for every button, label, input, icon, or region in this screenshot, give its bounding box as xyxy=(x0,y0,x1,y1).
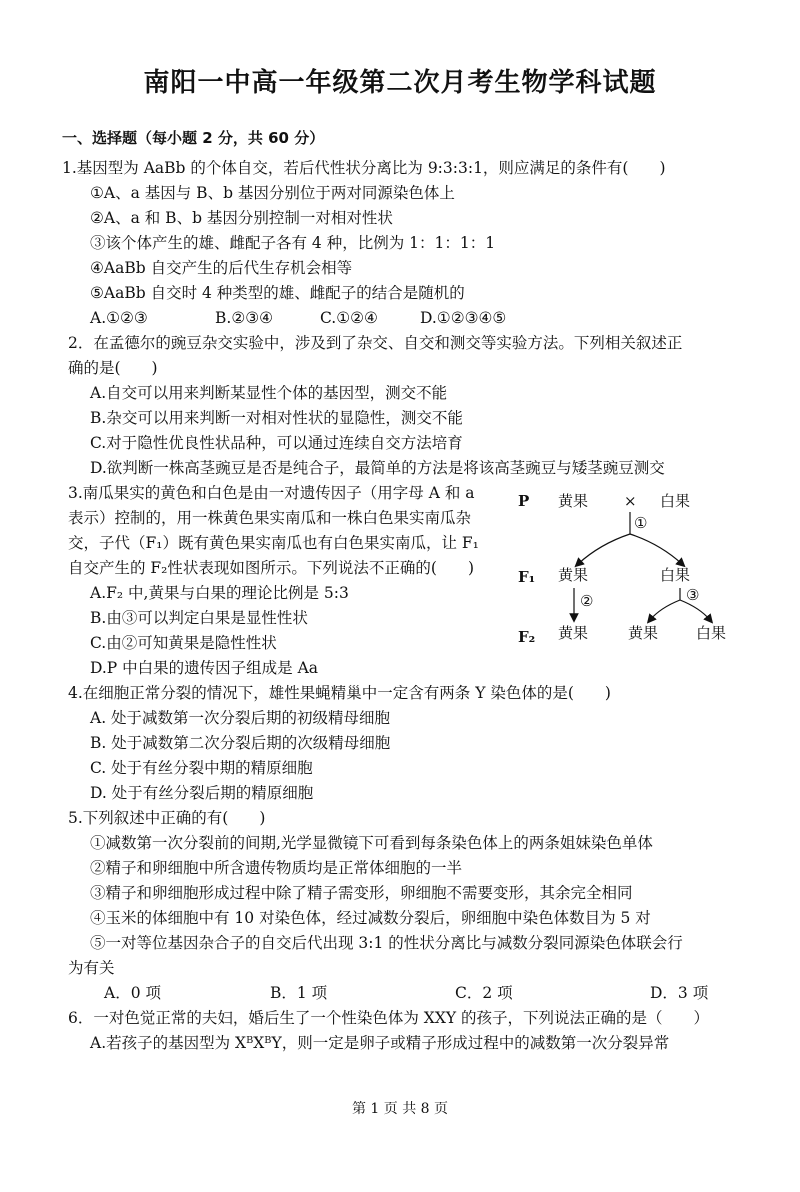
q4-stem: 4.在细胞正常分裂的情况下，雄性果蝇精巢中一定含有两条 Y 染色体的是( ) xyxy=(68,684,611,702)
page-footer: 第 1 页 共 8 页 xyxy=(351,1101,449,1117)
q1-item-2: ②A、a 和 B、b 基因分别控制一对相对性状 xyxy=(90,209,393,227)
q3-option-b: B.由③可以判定白果是显性性状 xyxy=(90,609,308,627)
q5-option-b: B．1 项 xyxy=(270,984,328,1002)
q1-option-d: D.①②③④⑤ xyxy=(420,309,507,327)
arrow-to-f1-white xyxy=(630,534,682,564)
q2-option-d: D.欲判断一株高茎豌豆是否是纯合子，最简单的方法是将该高茎豌豆与矮茎豌豆测交 xyxy=(90,459,665,477)
q1-item-1: ①A、a 基因与 B、b 基因分别位于两对同源染色体上 xyxy=(90,184,455,202)
q1-item-3: ③该个体产生的雄、雌配子各有 4 种，比例为 1：1：1：1 xyxy=(90,234,496,252)
section-heading: 一、选择题（每小题 2 分，共 60 分） xyxy=(62,129,325,147)
q2-option-a: A.自交可以用来判断某显性个体的基因型，测交不能 xyxy=(90,384,448,402)
generation-f2-label: F₂ xyxy=(518,628,536,646)
q5-item-4: ④玉米的体细胞中有 10 对染色体，经过减数分裂后，卵细胞中染色体数目为 5 对 xyxy=(90,909,651,927)
q1-stem: 1.基因型为 AaBb 的个体自交，若后代性状分离比为 9:3:3:1，则应满足的条件有( ) xyxy=(62,159,666,177)
q5-option-d: D．3 项 xyxy=(650,984,709,1002)
f1-yellow-label: 黄果 xyxy=(558,566,589,584)
f2-yellow-right-label: 黄果 xyxy=(628,624,659,642)
q2-option-b: B.杂交可以用来判断一对相对性状的显隐性，测交不能 xyxy=(90,409,463,427)
arrow-to-f1-yellow xyxy=(578,534,630,564)
q3-stem-line4: 自交产生的 F₂性状表现如图所示。下列说法不正确的( ) xyxy=(68,559,474,577)
generation-p-label: P xyxy=(518,492,530,510)
q4-option-d: D. 处于有丝分裂后期的精原细胞 xyxy=(90,784,314,802)
step-3-label: ③ xyxy=(686,586,700,604)
q1-option-c: C.①②④ xyxy=(320,309,378,327)
q3-stem-line2: 表示）控制的，用一株黄色果实南瓜和一株白色果实南瓜杂 xyxy=(68,509,472,527)
q2-option-c: C.对于隐性优良性状品种，可以通过连续自交方法培育 xyxy=(90,434,463,452)
q5-option-a: A．0 项 xyxy=(104,984,161,1002)
q3-option-a: A.F₂ 中,黄果与白果的理论比例是 5:3 xyxy=(90,584,349,602)
q4-option-a: A. 处于减数第一次分裂后期的初级精母细胞 xyxy=(90,709,391,727)
q1-item-4: ④AaBb 自交产生的后代生存机会相等 xyxy=(90,259,353,277)
q4-option-c: C. 处于有丝分裂中期的精原细胞 xyxy=(90,759,313,777)
f2-yellow-left-label: 黄果 xyxy=(558,624,589,642)
step-2-label: ② xyxy=(580,592,594,610)
q1-option-a: A.①②③ xyxy=(90,309,148,327)
q5-item-1: ①减数第一次分裂前的间期,光学显微镜下可看到每条染色体上的两条姐妹染色单体 xyxy=(90,834,653,852)
q5-item-5: ⑤一对等位基因杂合子的自交后代出现 3:1 的性状分离比与减数分裂同源染色体联会行 xyxy=(90,934,683,952)
q6-option-a: A.若孩子的基因型为 XᴮXᴮY，则一定是卵子或精子形成过程中的减数第一次分裂异常 xyxy=(90,1034,670,1052)
generation-f1-label: F₁ xyxy=(518,568,536,586)
q5-stem: 5.下列叙述中正确的有( ) xyxy=(68,809,266,827)
q1-item-5: ⑤AaBb 自交时 4 种类型的雄、雌配子的结合是随机的 xyxy=(90,284,465,302)
q3-option-c: C.由②可知黄果是隐性性状 xyxy=(90,634,277,652)
q1-option-b: B.②③④ xyxy=(215,309,274,327)
q5-item-3: ③精子和卵细胞形成过程中除了精子需变形，卵细胞不需要变形，其余完全相同 xyxy=(90,884,633,902)
q3-option-d: D.P 中白果的遗传因子组成是 Aa xyxy=(90,659,319,677)
p-yellow-label: 黄果 xyxy=(558,492,589,510)
f2-white-label: 白果 xyxy=(696,624,727,642)
q4-option-b: B. 处于减数第二次分裂后期的次级精母细胞 xyxy=(90,734,391,752)
f1-white-label: 白果 xyxy=(660,566,691,584)
step-1-label: ① xyxy=(634,514,648,532)
q2-stem-line2: 确的是( ) xyxy=(68,359,158,377)
page-title: 南阳一中高一年级第二次月考生物学科试题 xyxy=(143,68,657,98)
arrow-to-f2-yellow-right xyxy=(650,600,680,620)
q6-stem: 6．一对色觉正常的夫妇，婚后生了一个性染色体为 XXY 的孩子，下列说法正确的是（ ） xyxy=(68,1009,710,1027)
p-white-label: 白果 xyxy=(660,492,691,510)
q5-item-2: ②精子和卵细胞中所含遗传物质均是正常体细胞的一半 xyxy=(90,859,463,877)
cross-symbol: × xyxy=(624,492,637,510)
q3-stem-line1: 3.南瓜果实的黄色和白色是由一对遗传因子（用字母 A 和 a xyxy=(68,484,475,502)
q2-stem-line1: 2．在孟德尔的豌豆杂交实验中，涉及到了杂交、自交和测交等实验方法。下列相关叙述正 xyxy=(68,334,683,352)
q3-stem-line3: 交，子代（F₁）既有黄色果实南瓜也有白色果实南瓜，让 F₁ xyxy=(68,534,479,552)
q5-option-c: C．2 项 xyxy=(455,984,513,1002)
q3-cross-diagram xyxy=(510,482,750,657)
q5-item-5-continued: 为有关 xyxy=(68,959,115,977)
